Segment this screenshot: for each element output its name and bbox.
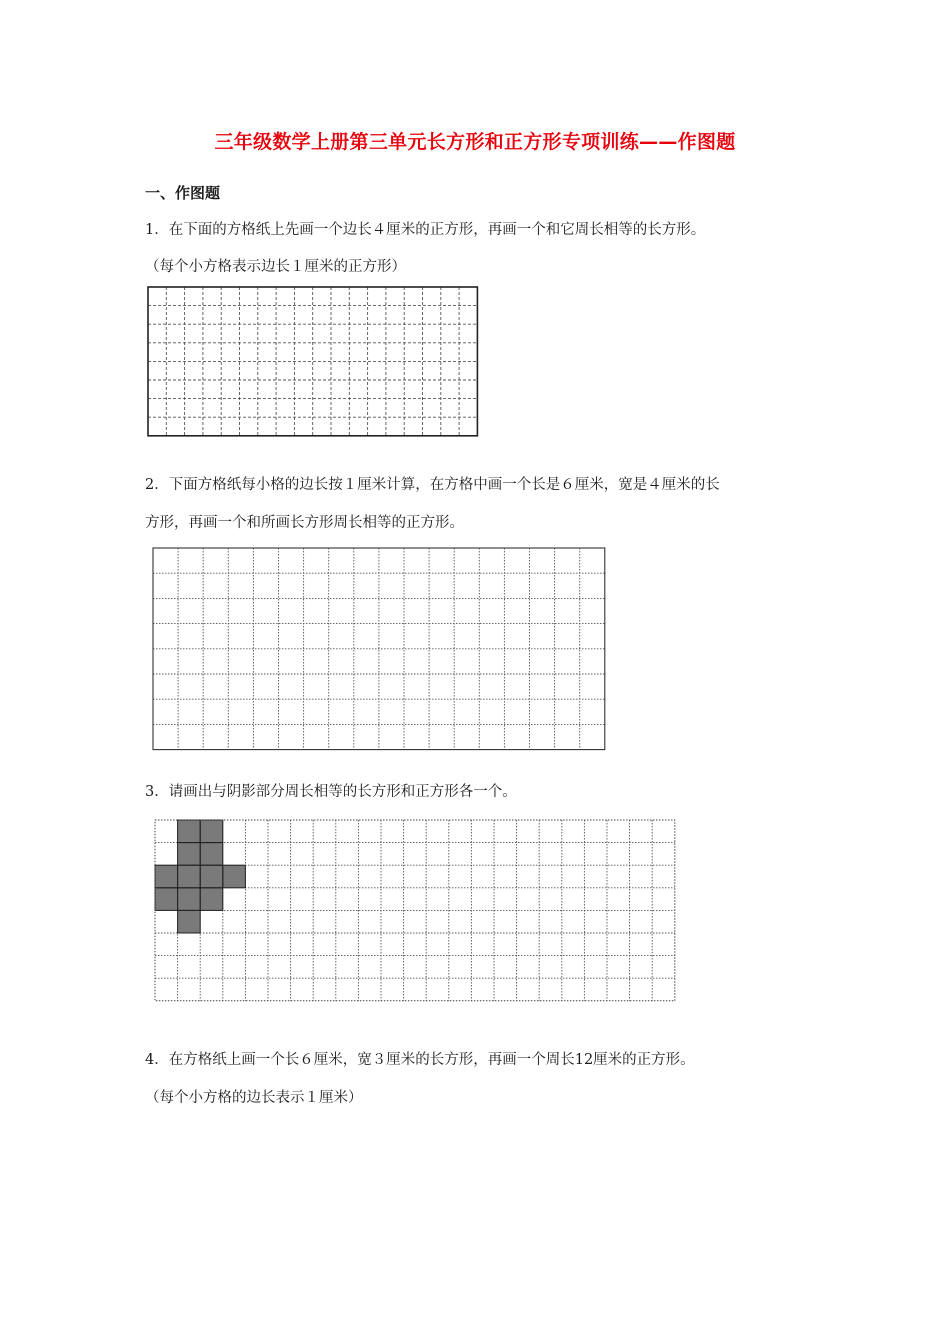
question-2-grid[interactable] [152,547,606,751]
shaded-cell [178,820,201,843]
shaded-cell [178,910,201,933]
question-1-note: （每个小方格表示边长１厘米的正方形） [145,259,406,275]
shaded-cell [178,888,201,911]
shaded-cell [200,820,223,843]
worksheet-title: 三年级数学上册第三单元长方形和正方形专项训练——作图题 [214,131,736,153]
shaded-cell [200,888,223,911]
question-3-text: 3．请画出与阴影部分周长相等的长方形和正方形各一个。 [145,784,517,800]
shaded-cell [200,843,223,866]
question-2-text-cont: 方形，再画一个和所画长方形周长相等的正方形。 [145,515,464,531]
section-heading: 一、作图题 [145,184,221,202]
question-2-text: 2．下面方格纸每小格的边长按１厘米计算，在方格中画一个长是６厘米，宽是４厘米的长 [145,477,720,493]
question-1-text: 1．在下面的方格纸上先画一个边长４厘米的正方形，再画一个和它周长相等的长方形。 [145,222,706,238]
shaded-cell [223,865,246,888]
shaded-cell [155,888,178,911]
question-4-note: （每个小方格的边长表示１厘米） [145,1090,363,1106]
shaded-cell [155,865,178,888]
shaded-cell [178,843,201,866]
shaded-cell [200,865,223,888]
question-3-grid[interactable] [154,819,678,1002]
shaded-cell [178,865,201,888]
question-1-grid[interactable] [147,286,481,438]
question-4-text: 4．在方格纸上画一个长６厘米，宽３厘米的长方形，再画一个周长12厘米的正方形。 [145,1052,695,1068]
